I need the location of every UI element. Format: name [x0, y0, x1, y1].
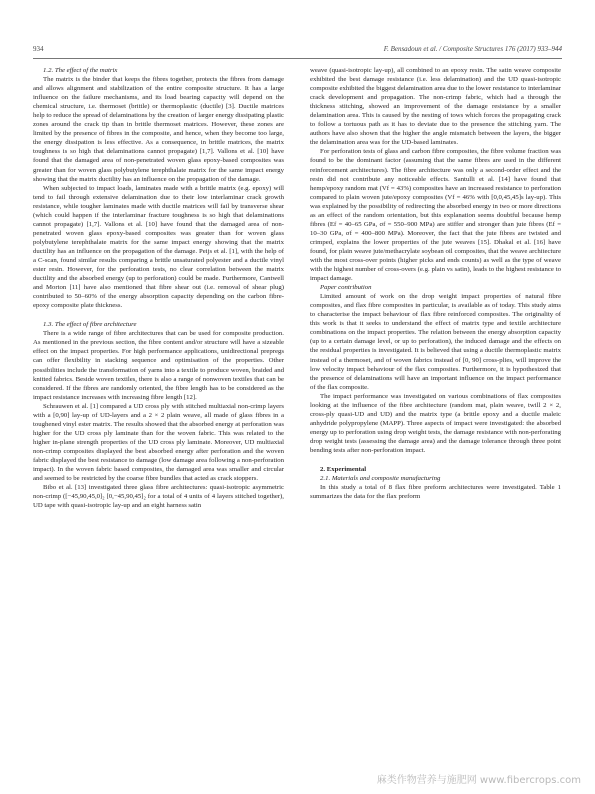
section-heading-1-2: 1.2. The effect of the matrix — [43, 67, 118, 74]
section-heading-2-1: 2.1. Materials and composite manufacturing — [320, 475, 441, 483]
right-column — [310, 66, 561, 501]
paragraph-materials: In this study a total of 8 flax fibre preform architectures were investigated. Table 1 summarizes the data for the flax preform — [310, 484, 561, 501]
paragraph-continued: weave (quasi-isotropic lay-up), all combined to an epoxy resin. The satin weave composite exhibited the best damage resistance (i.e. less delamination) and the UD quasi-isotropic composite exhibited the biggest delamination area due to the lower resistance to interlaminar crack development and propagation. The non-crimp fabric, which had a through the thickness stitching, showed an improvement of the damage resistance by a smaller delamination area. This is caused by the nesting of tows which forces the propagating crack to follow a tortuous path as it has to deviate due to the presence the stitching yarn. The authors have also shown that the higher the angle mismatch between the layers, the bigger the delamination area was for the UD-based laminates. — [310, 67, 561, 147]
paragraph-architecture-3: Bibo et al. [13] investigated three glass fibre architectures: quasi-isotropic asymmetric non-crimp ([−45,90,45,0]₂ [0,−45,90,45]₂ for a total of 4 units of 4 layers stitched together), UD tape with quasi-isotropic lay-up and an eight harness satin — [33, 484, 284, 510]
journal-reference: F. Bensadoun et al. / Composite Structures 176 (2017) 933–944 — [383, 45, 562, 53]
section-heading-1-3: 1.3. The effect of fibre architecture — [43, 321, 137, 329]
paragraph-matrix-1: The matrix is the binder that keeps the fibres together, protects the fibres from damage and allows alignment and stabilization of the entire composite structure. It has a large influence on the failure mechanisms, and its load bearing capacity will depend on the chemical structure, i.e. thermoset (brittle) or thermoplastic (ductile) [3]. Ductile matrices help to reduce the spread of delaminations by the creation of larger energy dissipating plastic zones around the crack tip than in brittle thermoset matrices. However, these zones are limited by the presence of fibres in the composite, and hence, when they become too large, the energy dissipation is less effective. As a consequence, in brittle matrices, the matrix toughness is so high that delaminations cannot propagate) [1,7]. Vallons et al. [10] have found that the damaged area of non-penetrated woven glass epoxy-based composites was greater than for woven glass polybutylene terephthalate matrix for the same impact energy showing that the matrix ductility has an influence on the propagation of the damage. — [33, 76, 284, 183]
header-rule — [33, 58, 562, 59]
paper-contribution-heading: Paper contribution — [320, 284, 372, 292]
page-header — [33, 45, 562, 57]
paragraph-contribution-1: Limited amount of work on the drop weight impact properties of natural fibre composites, and flax fibre composites in particular, is available as of today. This study aims to characterise the impact behaviour of flax fibre reinforced composites. The originality of this work is that it seeks to understand the effect of matrix type and textile architecture combinations on the impact properties. The relation between the energy absorption capacity (up to a certain damage level, or up to perforation), the induced damage and the effects on the residual properties is investigated. It is believed that using a ductile thermoplastic matrix instead of a thermoset, and of woven fabrics instead of [0, 90] cross-plies, will improve the low velocity impact behaviour of the flax composites. Furthermore, it is hypothesized that the presence of delaminations will have an important influence on the impact performance of the flax composite. — [310, 293, 561, 391]
left-column — [33, 66, 284, 510]
paragraph-matrix-2: When subjected to impact loads, laminates made with a brittle matrix (e.g. epoxy) will tend to fail through extensive delamination due to their low interlaminar crack growth resistance, while tougher laminates made with ductile matrices will fail by transverse shear (which could happen if the interlaminar fracture toughness is so high that delaminations cannot propagate) [1,7]. Vallons et al. [10] have found that the damaged area of non-penetrated woven glass epoxy-based composites was greater than for woven glass polybutylene terephthalate matrix for the same impact energy showing that the matrix ductility has an influence on the propagation of the damage. Peijs et al. [1], with the help of a C-scan, found similar results comparing a brittle unsaturated polyester and a ductile vinyl ester resin. However, for the perforation tests, no clear correlation between the matrix ductility and the absorbed energy (up to perforation) could be made. Furthermore, Cantwell and Morton [11] have also mentioned that fibre shear out (i.e. removal of shear plug) contributed to 50–60% of the energy absorption capacity depending on the carbon fibre-epoxy composite plate thickness. — [33, 184, 284, 310]
section-heading-2: 2. Experimental — [320, 466, 367, 474]
paragraph-contribution-2: The impact performance was investigated on various combinations of flax composites looking at the influence of the fibre architecture (random mat, plain weave, twill 2 × 2, cross-ply quasi-UD and UD) and the matrix type (a brittle epoxy and a ductile maleic anhydride polypropylene (MAPP). Three aspects of impact were investigated: the absorbed energy up to perforation using drop weight tests, the damage resistance with non-perforating drop weight tests (assessing the damage area) and the damage tolerance through three point bending tests after non-perforation impact. — [310, 392, 561, 454]
paragraph-architecture-2: Schrauwen et al. [1] compared a UD cross ply with stitched multiaxial non-crimp layers with a [0,90] lay-up of UD-layers and a 2 × 2 plain weave, all made of glass fibres in a toughened vinyl ester matrix. The results showed that the absorbed energy at perforation was higher for the UD cross ply laminate than for the woven fabric. This was related to the higher in-plane strength properties of the UD cross ply laminate. Moreover, UD multiaxial non-crimp composites displayed the best absorbed energy after perforation and the woven fabric displayed the best resistance to damage (low damage area following a non-perforation impact). In the woven fabric based composites, the damaged area was smaller and circular and seemed to be restricted by the coarse fibre bundles that acted as crack stoppers. — [33, 402, 284, 483]
paragraph-architecture-1: There is a wide range of fibre architectures that can be used for composite production. As mentioned in the previous section, the fibre content and/or structure will have a sizeable effect on the impact properties. For high performance applications, unidirectional prepregs can offer flexibility in stacking sequence and optimisation of the properties. Other possibilities include the transformation of yarns into a textile to produce woven, braided and knitted fabrics. Beside woven textiles, there is also a range of nonwoven textiles that can be considered. If the fibres are randomly oriented, the fibre length has to be considered as the impact resistance increases with increasing fibre length [12]. — [33, 330, 284, 401]
watermark: 麻类作物营养与施肥网 www.fibercrops.com — [376, 775, 581, 786]
page-number: 934 — [33, 45, 44, 53]
paragraph-perforation: For perforation tests of glass and carbon fibre composites, the fibre volume fraction was found to be the dominant factor (assuming that the same fibres are used in the different reinforcement architectures). The fibre architecture was only a second-order effect and the resin did not contribute any noticeable effects. Santulli et al. [14] have found that hemp/epoxy random mat (Vf = 43%) composites have an increased resistance to perforation compared to plain woven jute/epoxy composites (Vf = 46% with [0,0,45,45]s lay-up). This was explained by the possibility of redirecting the absorbed energy in two or more directions as an effect of the random orientation, but this explanation seems doubtful because hemp fibres (Ef = 40–65 GPa, σf = 550–900 MPa) are stiffer and stronger than jute fibres (Ef = 10–30 GPa, σf = 400–800 MPa). Moreover, the fact that the jute fibres are twisted and crimped, explains the lower properties of the jute weaves [15]. Dhakal et al. [16] have found, for plain weave jute/methacrylate soybean oil composites, that the weave architecture with the most cross-over points (higher picks and ends counts) as well as the type of weave with the highest number of cross-overs (e.g. plain vs satin), leads to the highest resistance to impact damage. — [310, 148, 561, 283]
